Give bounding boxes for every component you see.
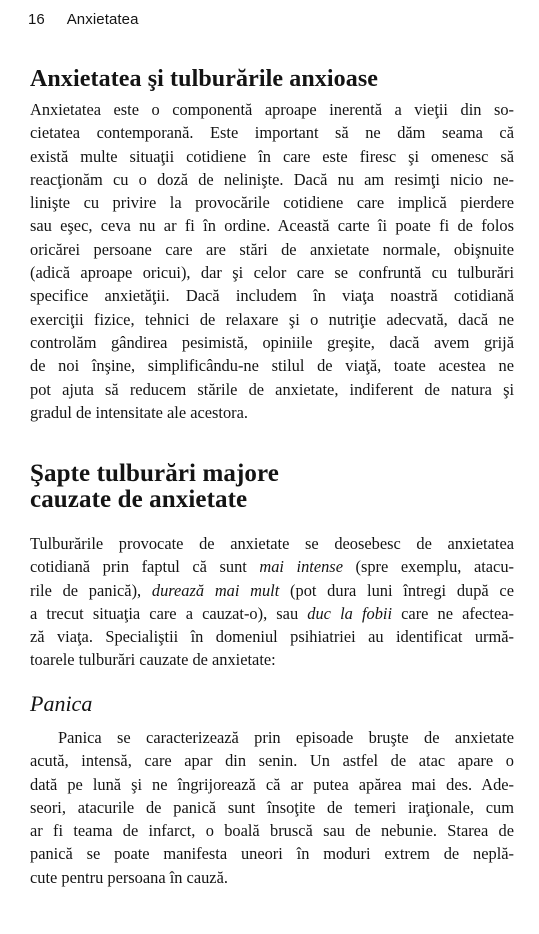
intro-paragraph [30,98,514,424]
text-line: acută, intensă, care apar din senin. Un astfel de atac apare o [30,751,514,771]
text-line: pot ajuta să reducem stările de anxietate, indiferent de natura şi [30,379,514,399]
text-line [30,625,514,648]
text-line: specifice anxietăţii. Dacă includem în viaţa noastră cotidiană [30,286,514,306]
text-line [30,602,514,625]
text-line: dată pe lună şi ne îngrijorează că ar putea apărea mai des. Ade- [30,774,514,794]
disorders-paragraph [30,532,514,672]
running-head [28,10,139,30]
text-line: (adică aproape oricui), dar şi celor care se confruntă cu tulburări [30,263,514,283]
text-line: Panica se caracterizează prin episoade bruşte de anxietate [58,728,514,747]
text-line [30,532,514,555]
text-run: rile de panică), [30,580,152,600]
text-run: cotidiană prin faptul că sunt [30,557,260,577]
heading-line: Şapte tulburări majore [30,460,279,487]
text-run: a trecut situaţia care a cauzat-o), sau [30,603,308,623]
text-line: panică se poate manifesta uneori în moduri extrem de neplă- [30,844,514,864]
emphasized-text: mai intense [259,557,343,577]
emphasized-text: durează mai mult [151,580,280,600]
text-line: seori, atacurile de panică sunt însoţite de temeri iraţionale, cum [30,797,514,817]
text-run: (spre exemplu, atacu- [342,557,514,577]
panic-paragraph [30,726,514,889]
text-line: cietatea contemporană. Este important să ne dăm seama că [30,123,514,143]
text-run: Tulburările provocate de anxietate se deosebesc de anxietatea [30,534,514,553]
text-line: există multe situaţii cotidiene în care este firesc şi omenesc să [30,146,514,166]
section-heading-seven-disorders [30,461,279,513]
text-run: toarele tulburări cauzate de anxietate: [30,650,276,670]
text-run: (pot dura luni întregi după ce [279,580,514,600]
text-line [30,648,514,671]
text-line: Anxietatea este o componentă aproape inerentă a vieţii din so- [30,100,514,119]
text-run: ză viaţa. Specialiştii în domeniul psihiatriei au identificat urmă- [30,627,514,647]
heading-line: cauzate de anxietate [30,486,248,513]
text-run: care ne afectea- [392,603,514,623]
text-line: ar fi teama de infarct, o boală bruscă sau de nebunie. Starea de [30,821,514,841]
text-line: gradul de intensitate ale acestora. [30,402,248,422]
text-line: reacţionăm cu o doză de nelinişte. Dacă nu am resimţi nicio ne- [30,169,514,189]
text-line: de noi înşine, simplificându-ne stilul de viaţă, toate acestea ne [30,356,514,376]
text-line [30,555,514,578]
text-line: exerciţii fizice, tehnici de relaxare şi o nutriţie adecvată, dacă ne [30,309,514,329]
text-line: sau eşec, ceva nu ar fi în ordine. Această carte îi poate fi de folos [30,216,514,236]
subheading-panic: Panica [30,691,93,716]
section-heading-anxiety-disorders: Anxietatea şi tulburările anxioase [30,66,379,92]
text-line: oricărei persoane care are stări de anxietate normale, obişnuite [30,239,514,259]
text-line: linişte cu privire la provocările cotidiene care implică pierdere [30,193,514,213]
text-line: cute pentru persoana în cauză. [30,867,228,887]
emphasized-text: duc la fobii [307,603,393,623]
text-line: controlăm gândirea pesimistă, opiniile greşite, dacă avem grijă [30,332,514,352]
text-line [30,579,514,602]
page-number: 16 [28,11,45,28]
running-title: Anxietatea [66,11,139,28]
